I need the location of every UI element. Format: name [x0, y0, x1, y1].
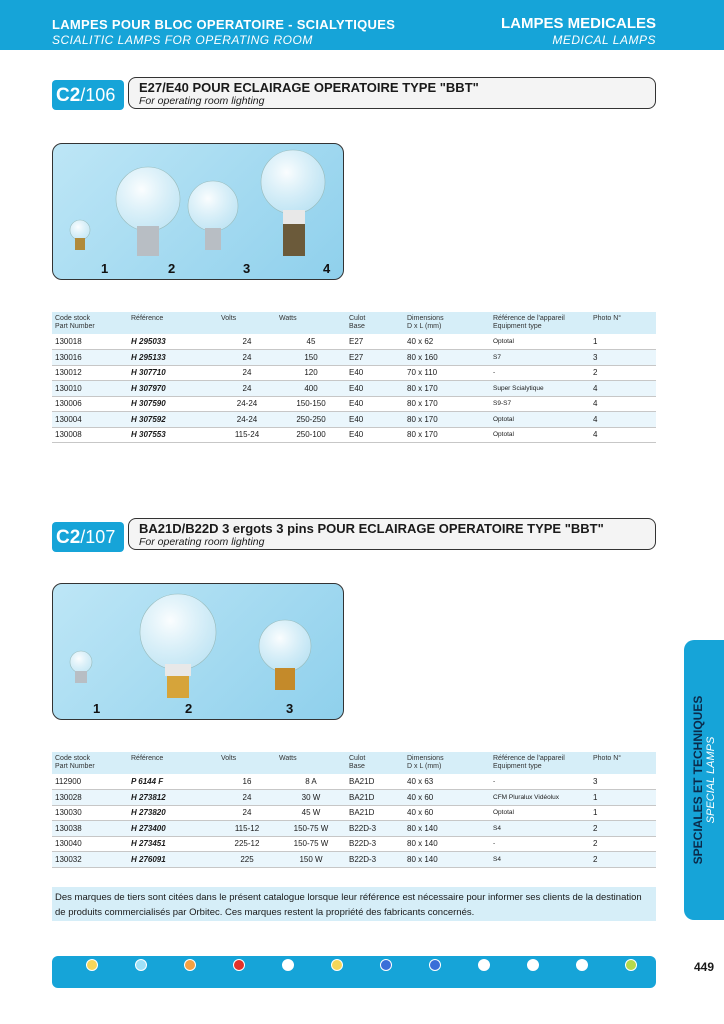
cell-volts: 24	[218, 805, 276, 821]
section-title: BA21D/B22D 3 ergots 3 pins POUR ECLAIRAGE OPERATOIRE TYPE "BBT"	[139, 521, 604, 536]
fluorescent-icon	[364, 959, 408, 973]
cell-equipment: S9-S7	[490, 396, 590, 412]
col-base: Culot Base	[346, 312, 404, 334]
cell-dimensions: 80 x 160	[404, 350, 490, 366]
cell-base: E40	[346, 427, 404, 443]
section-title-box-107	[128, 518, 656, 550]
bulb-illustration	[53, 584, 344, 720]
cell-photo: 4	[590, 427, 656, 443]
section-code-prefix: C2	[56, 527, 81, 548]
cell-equipment: -	[490, 774, 590, 790]
photo-number: 1	[101, 261, 109, 276]
cell-volts: 24-24	[218, 396, 276, 412]
halogen-icon-glyph	[184, 959, 196, 971]
cell-equipment: CFM Pluralux Vidéolux	[490, 790, 590, 806]
cell-volts: 115-12	[218, 821, 276, 837]
cell-dimensions: 70 x 110	[404, 365, 490, 381]
table-row	[52, 381, 656, 397]
cell-equipment: S7	[490, 350, 590, 366]
photo-number: 3	[243, 261, 251, 276]
photo-number: 4	[323, 261, 331, 276]
new-icon-glyph	[625, 959, 637, 971]
cell-part-number: 130032	[52, 852, 128, 868]
col-reference: Référence	[128, 312, 218, 334]
section-title-box-106	[128, 77, 656, 109]
sun-icon	[70, 959, 114, 973]
cell-base: BA21D	[346, 774, 404, 790]
cell-equipment: Optotal	[490, 412, 590, 428]
cell-reference: H 307553	[128, 427, 218, 443]
cell-equipment: Optotal	[490, 334, 590, 350]
section-subtitle: For operating room lighting	[139, 536, 265, 548]
lamp-photo-107	[52, 583, 344, 720]
cell-photo: 2	[590, 836, 656, 852]
header-left-title: LAMPES POUR BLOC OPERATOIRE - SCIALYTIQUES	[52, 17, 396, 32]
cell-photo: 2	[590, 852, 656, 868]
col-photo: Photo N°	[590, 752, 656, 774]
cell-equipment: Super Scialytique	[490, 381, 590, 397]
photo-number: 2	[185, 701, 193, 716]
cell-watts: 250-250	[276, 412, 346, 428]
table-body	[52, 774, 656, 867]
cell-dimensions: 40 x 60	[404, 790, 490, 806]
table-row	[52, 790, 656, 806]
spec-table-106	[52, 312, 656, 443]
cell-base: B22D-3	[346, 836, 404, 852]
col-dimensions: Dimensions D x L (mm)	[404, 752, 490, 774]
sidebar-label	[691, 696, 717, 865]
lamp-photo-106	[52, 143, 344, 280]
special-icon-glyph	[576, 959, 588, 971]
table-row	[52, 774, 656, 790]
table-row	[52, 836, 656, 852]
table-row	[52, 396, 656, 412]
cell-reference: H 276091	[128, 852, 218, 868]
sidebar-line1: SPECIALES ET TECHNIQUES	[691, 695, 705, 865]
globe-icon-glyph	[135, 959, 147, 971]
infrared-icon	[511, 959, 555, 973]
cell-photo: 1	[590, 334, 656, 350]
table-row	[52, 805, 656, 821]
col-part-number: Code stock Part Number	[52, 312, 128, 334]
bulb-illustration	[53, 144, 344, 280]
cell-watts: 150	[276, 350, 346, 366]
col-watts: Watts	[276, 312, 346, 334]
photo-number: 1	[93, 701, 101, 716]
section-code-prefix: C2	[56, 85, 81, 106]
cell-reference: H 295133	[128, 350, 218, 366]
cell-volts: 225	[218, 852, 276, 868]
col-photo: Photo N°	[590, 312, 656, 334]
discharge-icon-glyph	[429, 959, 441, 971]
table-row	[52, 350, 656, 366]
col-volts: Volts	[218, 752, 276, 774]
page-number: 449	[693, 960, 715, 974]
fluorescent-icon-glyph	[380, 959, 392, 971]
col-watts: Watts	[276, 752, 346, 774]
table-row	[52, 334, 656, 350]
cell-base: E40	[346, 412, 404, 428]
cell-watts: 250-100	[276, 427, 346, 443]
trademark-note: Des marques de tiers sont citées dans le présent catalogue lorsque leur référence est nécessaire pour informer ses clients de la destination de produits commercialisés par Orbitec. Ces marques restent la propriété des fabricants concernés.	[52, 887, 656, 921]
cell-volts: 16	[218, 774, 276, 790]
cell-dimensions: 40 x 63	[404, 774, 490, 790]
cell-volts: 24	[218, 334, 276, 350]
cell-volts: 24	[218, 790, 276, 806]
cell-dimensions: 80 x 140	[404, 852, 490, 868]
section-code-106	[52, 80, 124, 110]
cell-reference: H 273812	[128, 790, 218, 806]
cell-equipment: Optotal	[490, 805, 590, 821]
table-row	[52, 412, 656, 428]
cell-part-number: 130004	[52, 412, 128, 428]
cell-watts: 45	[276, 334, 346, 350]
cell-equipment: S4	[490, 852, 590, 868]
cell-photo: 3	[590, 350, 656, 366]
cell-reference: H 307970	[128, 381, 218, 397]
cell-watts: 150-75 W	[276, 836, 346, 852]
cell-part-number: 130006	[52, 396, 128, 412]
col-reference: Référence	[128, 752, 218, 774]
category-sidebar-tab[interactable]	[684, 640, 724, 920]
section-code-number: /107	[80, 527, 116, 547]
cell-part-number: 112900	[52, 774, 128, 790]
cell-base: BA21D	[346, 805, 404, 821]
cell-dimensions: 40 x 60	[404, 805, 490, 821]
cell-dimensions: 80 x 170	[404, 412, 490, 428]
cell-watts: 400	[276, 381, 346, 397]
cell-watts: 150-75 W	[276, 821, 346, 837]
cell-base: E40	[346, 396, 404, 412]
cell-part-number: 130018	[52, 334, 128, 350]
cell-dimensions: 40 x 62	[404, 334, 490, 350]
table-body	[52, 334, 656, 443]
table-row	[52, 852, 656, 868]
cell-reference: H 307592	[128, 412, 218, 428]
globe-icon	[119, 959, 163, 973]
cell-reference: H 273820	[128, 805, 218, 821]
cell-part-number: 130030	[52, 805, 128, 821]
cell-part-number: 130012	[52, 365, 128, 381]
section-title: E27/E40 POUR ECLAIRAGE OPERATOIRE TYPE "BBT"	[139, 80, 479, 95]
cell-part-number: 130008	[52, 427, 128, 443]
cell-reference: H 295033	[128, 334, 218, 350]
sidebar-line2: SPECIAL LAMPS	[705, 736, 717, 824]
header-left-subtitle: SCIALITIC LAMPS FOR OPERATING ROOM	[52, 33, 313, 47]
table-row	[52, 427, 656, 443]
spec-table-107	[52, 752, 656, 868]
cell-photo: 4	[590, 396, 656, 412]
table-row	[52, 821, 656, 837]
cell-photo: 2	[590, 365, 656, 381]
col-dimensions: Dimensions D x L (mm)	[404, 312, 490, 334]
table-header-row	[52, 312, 656, 334]
cell-photo: 4	[590, 381, 656, 397]
section-code-107	[52, 522, 124, 552]
uv-icon-glyph	[478, 959, 490, 971]
section-code-number: /106	[80, 85, 116, 105]
col-equipment: Référence de l'appareil Equipment type	[490, 752, 590, 774]
cell-reference: H 307710	[128, 365, 218, 381]
col-volts: Volts	[218, 312, 276, 334]
footer-icon-bar	[52, 956, 656, 988]
cell-watts: 150 W	[276, 852, 346, 868]
cell-part-number: 130038	[52, 821, 128, 837]
header-bar	[0, 0, 724, 50]
cell-volts: 225-12	[218, 836, 276, 852]
lamp-icon	[315, 959, 359, 973]
cell-dimensions: 80 x 140	[404, 821, 490, 837]
photo-number: 2	[168, 261, 176, 276]
cell-watts: 120	[276, 365, 346, 381]
cell-photo: 1	[590, 805, 656, 821]
bulb-icon	[266, 959, 310, 973]
cell-watts: 150-150	[276, 396, 346, 412]
cell-reference: H 307590	[128, 396, 218, 412]
col-equipment: Référence de l'appareil Equipment type	[490, 312, 590, 334]
cell-volts: 115-24	[218, 427, 276, 443]
header-right-subtitle: MEDICAL LAMPS	[552, 33, 656, 47]
cell-part-number: 130028	[52, 790, 128, 806]
uv-icon	[462, 959, 506, 973]
col-part-number: Code stock Part Number	[52, 752, 128, 774]
sun-icon-glyph	[86, 959, 98, 971]
cell-volts: 24-24	[218, 412, 276, 428]
lamp-icon-glyph	[331, 959, 343, 971]
cell-volts: 24	[218, 381, 276, 397]
cell-equipment: S4	[490, 821, 590, 837]
cell-watts: 45 W	[276, 805, 346, 821]
section-subtitle: For operating room lighting	[139, 95, 265, 107]
cell-base: E40	[346, 365, 404, 381]
cell-reference: H 273451	[128, 836, 218, 852]
cell-volts: 24	[218, 365, 276, 381]
led-icon	[217, 959, 261, 973]
infrared-icon-glyph	[527, 959, 539, 971]
cell-dimensions: 80 x 140	[404, 836, 490, 852]
led-icon-glyph	[233, 959, 245, 971]
bulb-icon-glyph	[282, 959, 294, 971]
cell-reference: P 6144 F	[128, 774, 218, 790]
col-base: Culot Base	[346, 752, 404, 774]
halogen-icon	[168, 959, 212, 973]
discharge-icon	[413, 959, 457, 973]
cell-base: E27	[346, 350, 404, 366]
cell-volts: 24	[218, 350, 276, 366]
cell-dimensions: 80 x 170	[404, 396, 490, 412]
cell-equipment: -	[490, 836, 590, 852]
cell-watts: 30 W	[276, 790, 346, 806]
cell-equipment: Optotal	[490, 427, 590, 443]
cell-watts: 8 A	[276, 774, 346, 790]
cell-equipment: -	[490, 365, 590, 381]
cell-part-number: 130010	[52, 381, 128, 397]
cell-part-number: 130016	[52, 350, 128, 366]
cell-part-number: 130040	[52, 836, 128, 852]
table-header-row	[52, 752, 656, 774]
photo-number: 3	[286, 701, 294, 716]
cell-base: E27	[346, 334, 404, 350]
header-right-title: LAMPES MEDICALES	[500, 15, 656, 32]
table-row	[52, 365, 656, 381]
cell-photo: 1	[590, 790, 656, 806]
cell-photo: 2	[590, 821, 656, 837]
cell-photo: 4	[590, 412, 656, 428]
cell-photo: 3	[590, 774, 656, 790]
new-icon	[609, 959, 653, 973]
cell-base: E40	[346, 381, 404, 397]
cell-base: B22D-3	[346, 852, 404, 868]
cell-base: B22D-3	[346, 821, 404, 837]
special-icon	[560, 959, 604, 973]
cell-base: BA21D	[346, 790, 404, 806]
cell-reference: H 273400	[128, 821, 218, 837]
cell-dimensions: 80 x 170	[404, 381, 490, 397]
cell-dimensions: 80 x 170	[404, 427, 490, 443]
